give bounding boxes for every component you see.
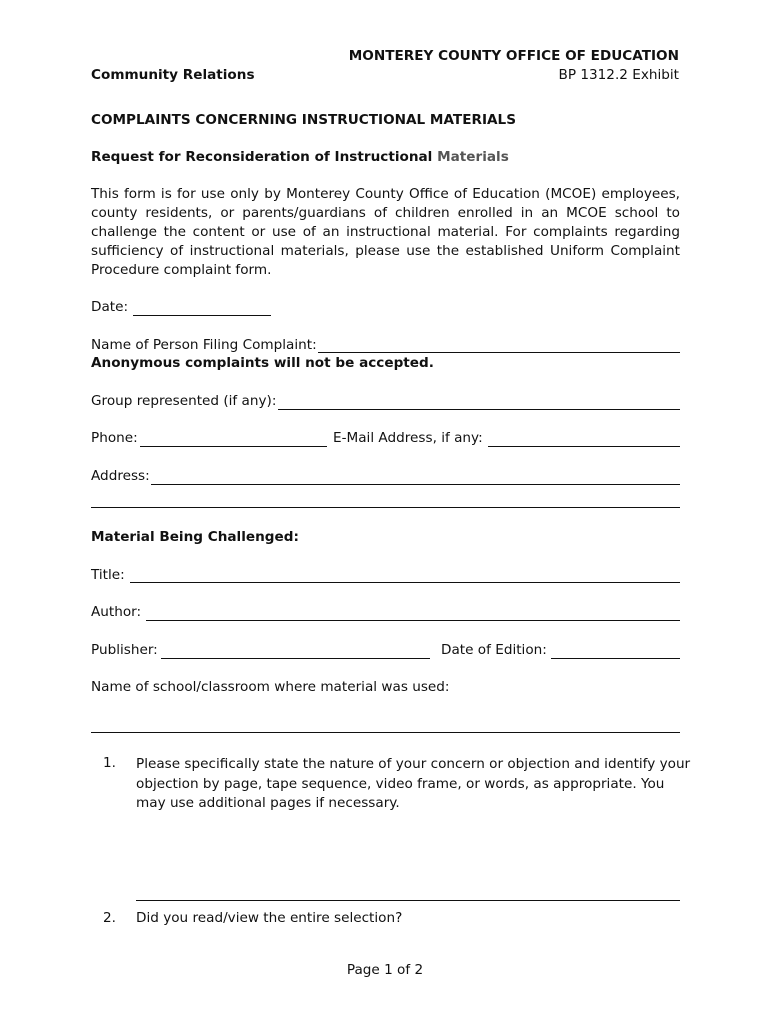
- question-line: Please specifically state the nature of your concern or objection and identify your: [136, 756, 691, 772]
- school-field[interactable]: [91, 732, 680, 733]
- question-text: [136, 755, 690, 814]
- form-subtitle-main: Request for Reconsideration of Instructional: [91, 149, 438, 165]
- question-1-answer-field[interactable]: [136, 900, 680, 901]
- author-label: Author:: [91, 604, 142, 620]
- question-line: objection by page, tape sequence, video frame, or words, as appropriate. You: [136, 775, 665, 792]
- form-subtitle-end: Materials: [437, 149, 509, 165]
- phone-label: Phone:: [91, 430, 138, 446]
- question-number: 2.: [103, 910, 116, 926]
- intro-line: sufficiency of instructional materials, please use the established Uniform Complaint: [91, 243, 680, 259]
- name-field[interactable]: [318, 352, 680, 353]
- intro-line: This form is for use only by Monterey County Office of Education (MCOE) employees,: [91, 186, 680, 202]
- intro-line: Procedure complaint form.: [91, 262, 272, 278]
- anonymous-notice: Anonymous complaints will not be accepted.: [91, 355, 434, 371]
- question-text: Did you read/view the entire selection?: [136, 910, 403, 926]
- form-subtitle: [91, 149, 509, 165]
- group-label: Group represented (if any):: [91, 393, 277, 409]
- title-field[interactable]: [130, 582, 680, 583]
- address-field-line-2[interactable]: [91, 507, 680, 508]
- page-number: Page 1 of 2: [346, 962, 424, 978]
- title-label: Title:: [91, 567, 125, 583]
- address-label: Address:: [91, 468, 150, 484]
- question-number: 1.: [103, 755, 116, 771]
- form-title: COMPLAINTS CONCERNING INSTRUCTIONAL MATERIALS: [91, 112, 516, 128]
- department: Community Relations: [91, 67, 255, 83]
- intro-line: county residents, or parents/guardians of children enrolled in an MCOE school to: [91, 205, 680, 221]
- intro-line: challenge the content or use of an instructional material. For complaints regarding: [91, 224, 680, 240]
- date-field[interactable]: [133, 315, 271, 316]
- date-label: Date:: [91, 299, 129, 315]
- publisher-label: Publisher:: [91, 642, 158, 658]
- author-field[interactable]: [146, 620, 680, 621]
- address-field[interactable]: [151, 484, 680, 485]
- group-field[interactable]: [278, 409, 680, 410]
- policy-number: BP 1312.2 Exhibit: [558, 67, 679, 83]
- school-label: Name of school/classroom where material was used:: [91, 679, 450, 695]
- question-line: may use additional pages if necessary.: [136, 795, 400, 811]
- email-label: E-Mail Address, if any:: [333, 430, 483, 446]
- intro-paragraph: [91, 185, 680, 280]
- publisher-field[interactable]: [161, 658, 430, 659]
- edition-label: Date of Edition:: [441, 642, 547, 658]
- name-label: Name of Person Filing Complaint:: [91, 337, 317, 353]
- org-name: MONTEREY COUNTY OFFICE OF EDUCATION: [348, 48, 679, 64]
- material-heading: Material Being Challenged:: [91, 529, 299, 545]
- edition-field[interactable]: [551, 658, 680, 659]
- email-field[interactable]: [488, 446, 680, 447]
- phone-field[interactable]: [140, 446, 327, 447]
